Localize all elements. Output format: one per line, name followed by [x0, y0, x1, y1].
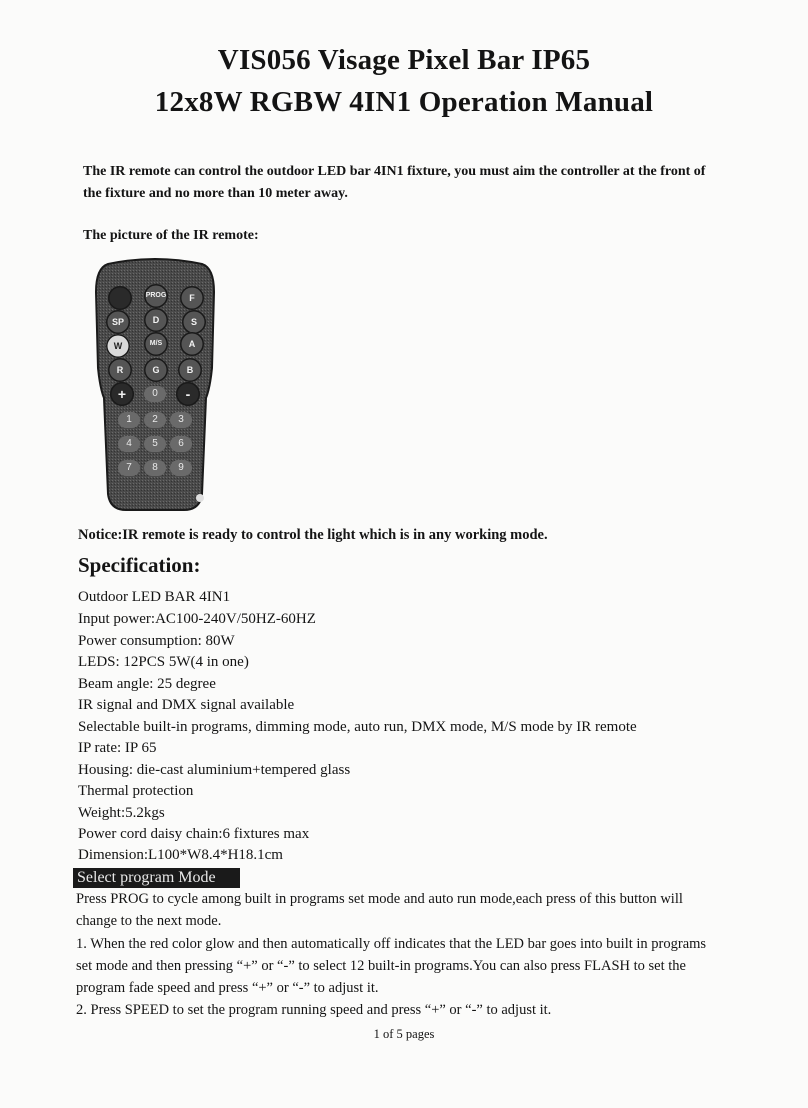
- remote-key-8: 8: [144, 460, 166, 476]
- title-line-2: 12x8W RGBW 4IN1 Operation Manual: [154, 86, 654, 118]
- remote-w-button: W: [106, 334, 130, 358]
- specification-heading: Specification:: [78, 553, 201, 577]
- spec-item: IR signal and DMX signal available: [78, 697, 295, 713]
- remote-d-button: D: [144, 308, 168, 332]
- remote-ir-dot: [196, 494, 204, 502]
- title-line-1: VIS056 Visage Pixel Bar IP65: [217, 44, 591, 76]
- picture-caption: The picture of the IR remote:: [83, 228, 259, 243]
- remote-key-9: 9: [170, 460, 192, 476]
- remote-zero-key: 0: [144, 386, 166, 402]
- remote-key-5: 5: [144, 436, 166, 452]
- program-mode-heading: Select program Mode: [73, 868, 240, 888]
- spec-item: Housing: die-cast aluminium+tempered glass: [78, 762, 351, 778]
- remote-minus-button: -: [176, 382, 200, 406]
- notice-text: Notice:IR remote is ready to control the light which is in any working mode.: [78, 527, 548, 543]
- remote-a-button: A: [180, 332, 204, 356]
- remote-key-6: 6: [170, 436, 192, 452]
- page-number: 1 of 5 pages: [373, 1027, 435, 1041]
- remote-blank-button: [108, 286, 132, 310]
- remote-f-button: F: [180, 286, 204, 310]
- remote-key-7: 7: [118, 460, 140, 476]
- spec-item: LEDS: 12PCS 5W(4 in one): [78, 654, 249, 670]
- remote-sp-button: SP: [106, 310, 130, 334]
- spec-item: Dimension:L100*W8.4*H18.1cm: [78, 847, 283, 863]
- remote-ms-button: M/S: [144, 332, 168, 356]
- program-line: set mode and then pressing “+” or “-” to select 12 built-in programs.You can also press FLASH to set the: [76, 958, 686, 974]
- spec-item: Thermal protection: [78, 783, 194, 799]
- program-line: 2. Press SPEED to set the program running speed and press “+” or “-” to adjust it.: [76, 1002, 552, 1018]
- spec-item: Selectable built-in programs, dimming mode, auto run, DMX mode, M/S mode by IR remote: [78, 719, 637, 735]
- remote-b-button: B: [178, 358, 202, 382]
- remote-r-button: R: [108, 358, 132, 382]
- spec-item: Weight:5.2kgs: [78, 805, 165, 821]
- spec-item: IP rate: IP 65: [78, 740, 157, 756]
- remote-s-button: S: [182, 310, 206, 334]
- spec-item: Power cord daisy chain:6 fixtures max: [78, 826, 310, 842]
- spec-item: Beam angle: 25 degree: [78, 676, 216, 692]
- remote-key-3: 3: [170, 412, 192, 428]
- program-line: 1. When the red color glow and then automatically off indicates that the LED bar goes into built in programs: [76, 936, 707, 952]
- remote-g-button: G: [144, 358, 168, 382]
- program-line: change to the next mode.: [76, 913, 222, 929]
- program-line: program fade speed and press “+” or “-” to adjust it.: [76, 980, 379, 996]
- remote-key-4: 4: [118, 436, 140, 452]
- remote-plus-button: +: [110, 382, 134, 406]
- remote-prog-button: PROG: [144, 284, 168, 308]
- remote-key-2: 2: [144, 412, 166, 428]
- spec-item: Power consumption: 80W: [78, 633, 235, 649]
- ir-remote-image: [94, 258, 216, 512]
- spec-item: Outdoor LED BAR 4IN1: [78, 589, 231, 605]
- intro-line-2: the fixture and no more than 10 meter away.: [83, 186, 348, 201]
- intro-line-1: The IR remote can control the outdoor LED bar 4IN1 fixture, you must aim the controller at the front of: [83, 164, 706, 179]
- remote-key-1: 1: [118, 412, 140, 428]
- spec-item: Input power:AC100-240V/50HZ-60HZ: [78, 611, 316, 627]
- program-line: Press PROG to cycle among built in programs set mode and auto run mode,each press of this button will: [76, 891, 683, 907]
